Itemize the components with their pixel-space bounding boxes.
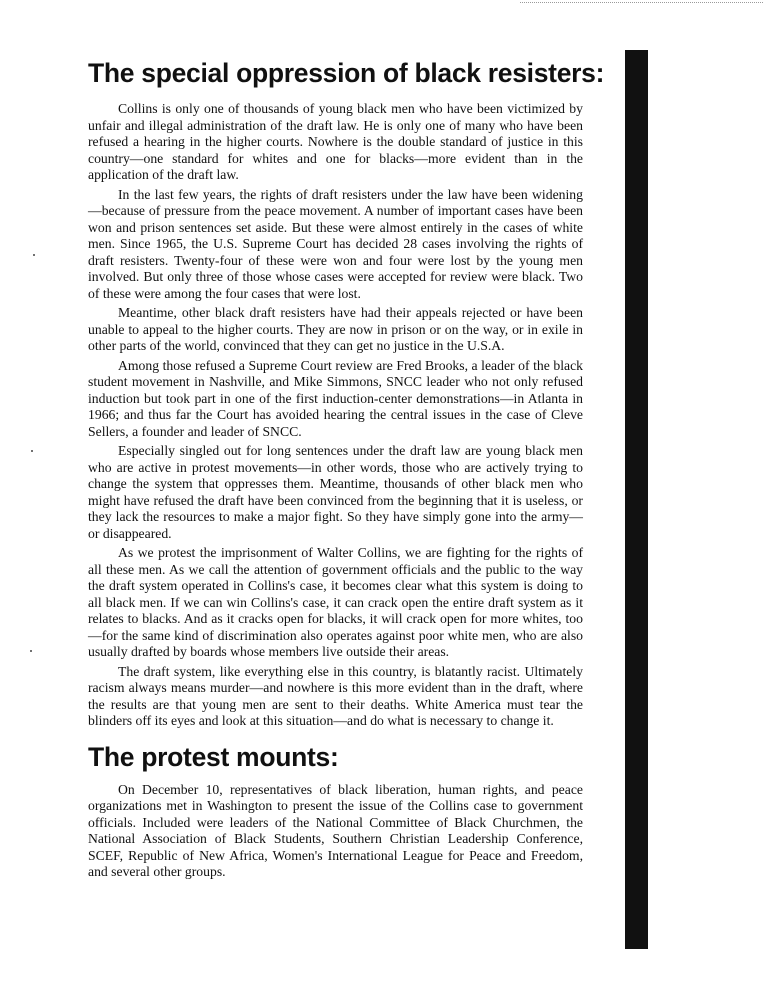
body-paragraph: Especially singled out for long sentences under the draft law are young black men who are active in protest movements—in other words, those who are actively trying to change the system that oppresses them. Meantime, thousands of other black men who might have refused the draft have been convinced from the beginning that it is useless, or they lack the resources to make a major fight. So they have simply gone into the army—or disappeared. — [88, 443, 583, 541]
body-paragraph: The draft system, like everything else in this country, is blatantly racist. Ultimately racism always means murder—and nowhere is this more evident than in the draft, where the results are that young men are sent to their deaths. White America must tear the blinders off its eyes and look at this situation—and do what is necessary to change it. — [88, 663, 583, 728]
section-heading: The protest mounts: — [88, 741, 339, 772]
body-paragraph: Meantime, other black draft resisters have had their appeals rejected or have been unable to appeal to the higher courts. They are now in prison or on the way, or in exile in other parts of the world, convinced that they can get no justice in the U.S.A. — [88, 305, 583, 353]
scan-speck — [30, 650, 32, 652]
document-body — [88, 56, 605, 884]
section-heading: The special oppression of black resisters: — [88, 58, 605, 88]
top-edge-dotted-line — [520, 2, 763, 3]
body-paragraph: Among those refused a Supreme Court review are Fred Brooks, a leader of the black student movement in Nashville, and Mike Simmons, SNCC leader who not only refused induction but took part in one of the first induction-center demonstrations—in Atlanta in 1966; and thus far the Court has avoided hearing the central issues in the case of Cleve Sellers, a founder and leader of SNCC. — [88, 357, 583, 439]
section-protest-mounts — [88, 740, 583, 881]
body-paragraph: In the last few years, the rights of draft resisters under the law have been widening—because of pressure from the peace movement. A number of important cases have been won and prison sentences set aside. But these were almost entirely in the cases of white men. Since 1965, the U.S. Supreme Court has decided 28 cases involving the rights of draft resisters. Twenty-four of these were won and four were lost by the young men involved. But only three of those whose cases were accepted for review were black. Two of these were among the four cases that were lost. — [88, 186, 583, 301]
body-paragraph: Collins is only one of thousands of young black men who have been victimized by unfair and illegal administration of the draft law. He is only one of many who have been refused a hearing in the higher courts. Nowhere is the double standard of justice in this country—one standard for whites and one for blacks—more evident than in the application of the draft law. — [88, 101, 583, 182]
body-paragraph: On December 10, representatives of black liberation, human rights, and peace organizations met in Washington to present the issue of the Collins case to government officials. Included were leaders of the National Committee of Black Churchmen, the National Association of Black Students, Southern Christian Leadership Conference, SCEF, Republic of New Africa, Women's International League for Peace and Freedom, and several other groups. — [88, 781, 583, 879]
scan-speck — [33, 254, 35, 256]
section-black-resisters — [88, 56, 605, 730]
margin-black-bar — [625, 50, 648, 949]
scan-speck — [31, 450, 33, 452]
body-paragraph: As we protest the imprisonment of Walter Collins, we are fighting for the rights of all these men. As we call the attention of government officials and the public to the way the draft system operated in Collins's case, it becomes clear what this system is doing to all black men. If we can win Collins's case, it can crack open the entire draft system as it relates to blacks. And as it cracks open for blacks, it will crack open for more whites, too—for the same kind of discrimination also operates against poor white men, who are also usually drafted by boards whose members live outside their areas. — [88, 545, 583, 659]
